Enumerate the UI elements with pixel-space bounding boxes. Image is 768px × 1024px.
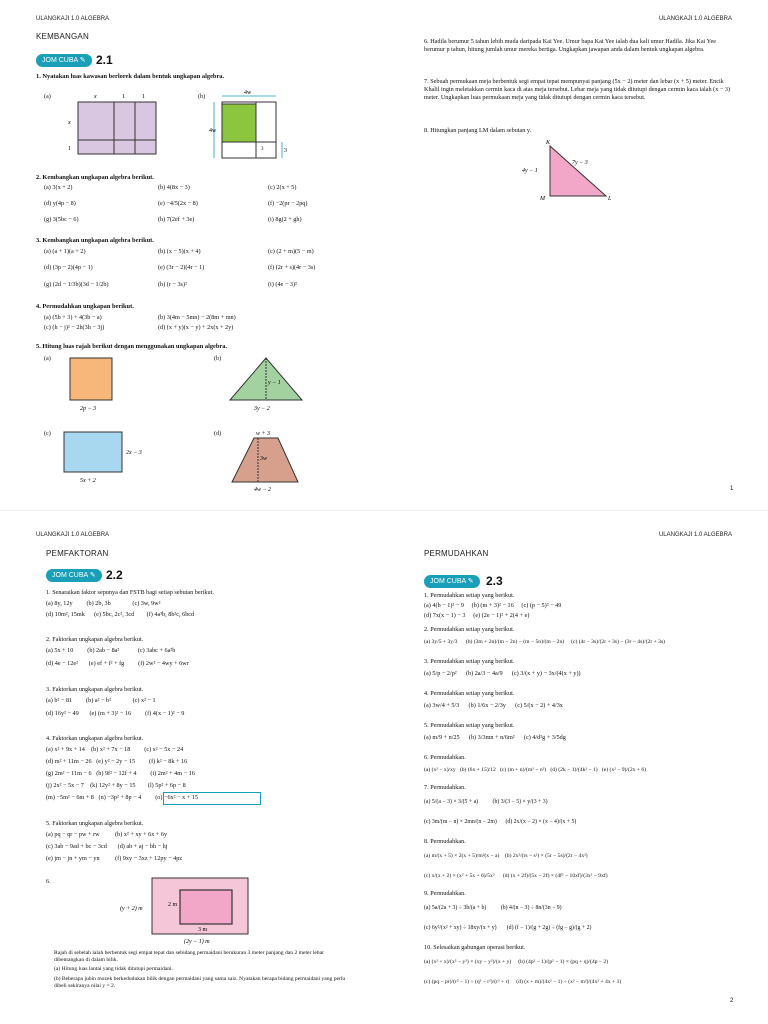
- permudahkan-q9: 9. Permudahkan.: [424, 890, 466, 897]
- permudahkan-q2: 2. Permudahkan setiap yang berikut.: [424, 626, 515, 633]
- permudahkan-q5: 5. Permudahkan setiap yang berikut.: [424, 722, 515, 729]
- pemfaktoran-q2: 2. Faktorkan ungkapan algebra berikut.: [46, 636, 144, 643]
- page2-header-left: ULANGKAJI 1.0 ALGEBRA: [36, 532, 110, 538]
- svg-text:1: 1: [68, 146, 71, 152]
- section-title: KEMBANGAN: [36, 32, 89, 41]
- q4-item: (d) (x + y)(x − y) + 2x(x + 2y): [158, 324, 234, 331]
- svg-text:K: K: [546, 140, 551, 146]
- permudahkan-line: (a) m/9 + n/25 (b) 3/3mn + n/6m² (c) 4/d²g + 3/5dg: [424, 734, 566, 741]
- permudahkan-q7: 7. Permudahkan.: [424, 784, 466, 791]
- permudahkan-line: (c) 6y²/(x² + xy) ÷ 18xy/(x + y) (d) (f − 1)/(g + 2g) ÷ (fg − g)/(g + 2): [424, 925, 592, 931]
- pemfaktoran-q6: 6.: [46, 878, 51, 885]
- permudahkan-line: (c) (pq − pr)/(r² − 1) ÷ (q² − r²)/(r² + r) (d) (x + m)/(4x² − 1) ÷ (x² − m²)/(4x² + 4x + 1): [424, 979, 622, 985]
- q5-label-d: (d): [214, 430, 222, 437]
- q1-label-b: (b): [198, 93, 206, 100]
- svg-text:2p − 3: 2p − 3: [80, 406, 97, 412]
- page-header-left: ULANGKAJI 1.0 ALGEBRA: [36, 16, 110, 22]
- permudahkan-q4: 4. Permudahkan setiap yang berikut.: [424, 690, 515, 697]
- q3-item: (f) (2r + s)(4r − 3s): [268, 264, 316, 271]
- permudahkan-line: (a) 5/p − 2/p² (b) 2a/3 − 4a/9 (c) 3/(x + y) − 3x/(4(x + y)): [424, 670, 581, 677]
- pemfaktoran-line: (d) 16y² − 49 (e) (m + 3)² − 16 (f) 4(x − 1)² − 9: [46, 710, 185, 717]
- svg-text:4y − 1: 4y − 1: [522, 168, 538, 174]
- q5-label-b: (b): [214, 355, 222, 362]
- q5a-square: [60, 354, 130, 414]
- q6-room-figure: [118, 876, 278, 946]
- q4-item: (c) (h − j)² − 2h(3h − 3j): [44, 324, 105, 331]
- svg-text:7y − 3: 7y − 3: [572, 160, 588, 166]
- permudahkan-line: (c) x/(x + 2) × (x² + 5x + 6)/5x² (d) (x + 2f)/(5x − 2f) × (4f² − 10xf)/(3x² − 9xf): [424, 873, 608, 879]
- svg-text:4w: 4w: [209, 128, 217, 134]
- jom-cuba-badge-right: JOM CUBA ✎: [424, 575, 480, 588]
- permudahkan-q1: 1. Permudahkan setiap yang berikut.: [424, 592, 515, 599]
- section-title-right: PERMUDAHKAN: [424, 549, 489, 558]
- svg-text:2 m: 2 m: [168, 902, 178, 908]
- svg-text:4w − 2: 4w − 2: [254, 487, 272, 493]
- pemfaktoran-line: (a) pq − qr − pw + rw (b) x² + xy + 6x + 6y: [46, 831, 168, 838]
- page-header-right: ULANGKAJI 1.0 ALGEBRA: [658, 16, 732, 22]
- q2-item: (d) y(4p − 8): [44, 200, 76, 207]
- q2-item: (f) −2(pr − 2pq): [268, 200, 308, 207]
- q2-item: (h) 7(2ef + 3e): [158, 216, 195, 223]
- permudahkan-line: (a) 5/(a − 3) × 3/(5 + a) (b) 3/(3 − 5) × y/(3 + 3): [424, 799, 548, 805]
- svg-text:x: x: [68, 120, 71, 126]
- svg-text:(y + 2) m: (y + 2) m: [120, 906, 143, 912]
- svg-text:4w: 4w: [244, 90, 252, 96]
- question-2: 2. Kembangkan ungkapan algebra berikut.: [36, 174, 154, 181]
- page2-header-right: ULANGKAJI 1.0 ALGEBRA: [658, 532, 732, 538]
- svg-text:3: 3: [261, 147, 264, 152]
- q1-rectangle-figure: [60, 90, 160, 160]
- q3-item: (b) (x − 5)(x + 4): [158, 248, 201, 255]
- permudahkan-q8: 8. Permudahkan.: [424, 838, 466, 845]
- q2-item: (g) 3(5bc − 6): [44, 216, 79, 223]
- q5c-rectangle: [56, 428, 156, 486]
- highlight-box: [163, 792, 261, 805]
- pemfaktoran-line: (a) x² + 9x + 14 (b) x² + 7x − 18 (c) x² − 5x − 24: [46, 746, 184, 753]
- q6-text: Rajah di sebelah ialah berbentuk segi empat tepat dan sebidang permaidani berukuran 3 meter panjang dan 2 meter lebar dibentangkan di dalam bilik.: [54, 950, 324, 963]
- q3-item: (g) (2d − 1/3b)(3d − 1/2b): [44, 281, 109, 288]
- pemfaktoran-line: (j) 2x² − 5x − 7 (k) 12y² + 8y − 15 (l) 5p² + 6p − 8: [46, 782, 186, 789]
- pemfaktoran-line: (m) −5m² − 6m + 8 (n) −3p² + 8p − 4 (o) −6x² − x + 15: [46, 794, 198, 801]
- pemfaktoran-q5: 5. Faktorkan ungkapan algebra berikut.: [46, 820, 144, 827]
- pemfaktoran-line: (d) 4e − 12e² (e) ef + f² + fg (f) 2w² − 4wy + 6wr: [46, 660, 189, 667]
- exercise-number: 2.1: [96, 53, 113, 67]
- pemfaktoran-line: (g) 2m² − 11m − 6 (h) 9f² − 12f + 4 (i) 2m² + 4m − 16: [46, 770, 195, 777]
- svg-text:3 m: 3 m: [198, 927, 208, 933]
- q5-label-a: (a): [44, 355, 51, 362]
- svg-text:5x + 2: 5x + 2: [80, 478, 96, 484]
- q1-square-figure: [210, 90, 290, 165]
- pemfaktoran-line: (e) jm − jn + ym − yn (f) 9xy − 3xz + 12py − 4pz: [46, 855, 183, 862]
- permudahkan-line: (a) 3y/5 + 3y/3 (b) (3m + 2n)/(m − 2n) − (m − 5n)/(m − 2n) (c) (4r − 3s)/(2r + 3s) − (3r − 4s)/(2r + 3s): [424, 639, 666, 645]
- q3-item: (d) (3p − 2)(4p − 1): [44, 264, 93, 271]
- q4-item: (a) (5b + 3) + 4(3b − a): [44, 314, 102, 321]
- pemfaktoran-q1: 1. Senaraikan faktor sepunya dan FSTB bagi setiap sebutan berikut.: [46, 589, 214, 596]
- svg-text:M: M: [540, 196, 545, 202]
- pemfaktoran-line: (c) 3ab − 9ad + bc − 3cd (d) ab + aj − bh − hj: [46, 843, 168, 850]
- pemfaktoran-line: (a) 5x + 10 (b) 2ab − 8a² (c) 3abc + 6a²b: [46, 647, 176, 654]
- q5b-triangle: [226, 354, 306, 416]
- q2-item: (a) 3(x + 2): [44, 184, 73, 191]
- q3-item: (h) (r − 3s)²: [158, 281, 187, 288]
- svg-text:2x − 3: 2x − 3: [126, 450, 142, 456]
- pemfaktoran-line: (a) 8y, 12y (b) 2b, 3b (c) 3w, 9w²: [46, 600, 161, 607]
- q2-item: (i) 8g(2 + gh): [268, 216, 302, 223]
- label-x-top: x: [94, 94, 97, 100]
- permudahkan-line: (a) (x² − x)/xy (b) (6x + 15)/12 (c) (m + n)/(m² − n²) (d) (2k − 1)/(4k² − 1) (e) (x² − 9)/(2x + 6): [424, 767, 647, 773]
- jom-cuba-badge: JOM CUBA ✎: [36, 54, 92, 67]
- q5d-trapezium: [226, 428, 316, 494]
- q4-item: (b) 3(4m − 5mn) − 2(8m + mn): [158, 314, 236, 321]
- permudahkan-line: (a) 3w/4 + 5/3 (b) 1/6x − 2/3y (c) 5/(x − 2) + 4/3x: [424, 702, 563, 709]
- pencil-icon: ✎: [467, 578, 474, 585]
- permudahkan-q10: 10. Selesaikan gabungan operasi berikut.: [424, 944, 526, 951]
- question-6: 6. Hadila berumur 5 tahun lebih muda daripada Kai Yee. Umur bapa Kai Yee ialah dua kali umur Hadila. Jika Kai Yee berumur p tahun, hitung jumlah umur mereka bertiga. Ungkapkan jawapan anda dalam bentuk ungkapan algebra.: [424, 38, 716, 53]
- pemfaktoran-line: (d) 10m², 15mk (e) 5bc, 2c², 3cd (f) 4a³b, 8b²c, 6bcd: [46, 611, 195, 618]
- section-title-left: PEMFAKTORAN: [46, 549, 109, 558]
- permudahkan-line: (a) (x² + x)/(x² − y²) × (xy − y²)/(x + y) (b) (4p² − 1)/(p² − 1) × (pq + q)/(4p − 2): [424, 959, 609, 965]
- svg-text:y − 1: y − 1: [268, 380, 281, 386]
- svg-text:3: 3: [284, 148, 287, 154]
- permudahkan-line: (a) 4(b − 1)² − 9 (b) (m + 3)² − 16 (c) (p − 5)² − 49: [424, 602, 562, 609]
- pencil-icon: ✎: [89, 572, 96, 579]
- svg-text:(2y − 1) m: (2y − 1) m: [184, 939, 210, 945]
- svg-text:w + 3: w + 3: [256, 431, 271, 437]
- question-5: 5. Hitung luas rajah berikut dengan menggunakan ungkapan algebra.: [36, 343, 228, 350]
- q5-label-c: (c): [44, 430, 51, 437]
- q8-triangle: [520, 136, 620, 208]
- pemfaktoran-line: (d) m² + 11m − 26 (e) y² − 2y − 15 (f) k² − 8k + 16: [46, 758, 188, 765]
- pencil-icon: ✎: [79, 57, 86, 64]
- question-4: 4. Permudahkan ungkapan berikut.: [36, 303, 134, 310]
- question-7: 7. Sebuah permukaan meja berbentuk segi empat tepat mempunyai panjang (5x − 2) meter dan lebar (x + 5) meter. Encik Khalil ingin meletakkan cermin kaca di atas meja tersebut. Lebar meja yang tidak ditutupi dengan cermin kaca ialah (x − 3) meter. Ungkapkan luas permukaan meja yang tidak ditutupi dengan cermin kaca tersebut.: [424, 78, 731, 101]
- q2-item: (b) 4(8x − 3): [158, 184, 190, 191]
- page-divider: [0, 510, 768, 511]
- permudahkan-q6: 6. Permudahkan.: [424, 754, 466, 761]
- question-1: 1. Nyatakan luas kawasan berlorek dalam bentuk ungkapan algebra.: [36, 73, 225, 80]
- pemfaktoran-q3: 3. Faktorkan ungkapan algebra berikut.: [46, 686, 144, 693]
- q2-item: (e) −4/5(2x − 8): [158, 200, 198, 207]
- svg-text:1: 1: [122, 94, 125, 100]
- q2-item: (c) 2(x + 5): [268, 184, 297, 191]
- q1-label-a: (a): [44, 93, 51, 100]
- q6a: (a) Hitung luas lantai yang tidak ditutupi permaidani.: [54, 966, 173, 972]
- svg-text:3y − 2: 3y − 2: [254, 406, 270, 412]
- exercise-number-right: 2.3: [486, 574, 503, 588]
- pemfaktoran-line: (a) b² − 81 (b) a² − b² (c) x² − 1: [46, 697, 156, 704]
- question-8: 8. Hitungkan panjang LM dalam sebutan y.: [424, 127, 532, 134]
- page-number-2: 2: [730, 998, 734, 1004]
- q3-item: (e) (3r − 2)(4r − 1): [158, 264, 205, 271]
- svg-text:L: L: [608, 196, 612, 202]
- jom-cuba-badge-left: JOM CUBA ✎: [46, 569, 102, 582]
- exercise-number-left: 2.2: [106, 568, 123, 582]
- page-number-1: 1: [730, 486, 734, 492]
- svg-text:1: 1: [142, 94, 145, 100]
- svg-text:3w: 3w: [260, 456, 268, 462]
- q6b: (b) Beberapa jubin mozek berkedudukan bilik dengan permaidani yang sama saiz. Nyatakan berapa bidang permaidani yang perlu dibeli sekiranya nilai y = 2.: [54, 976, 346, 989]
- permudahkan-q3: 3. Permudahkan setiap yang berikut.: [424, 658, 515, 665]
- question-3: 3. Kembangkan ungkapan algebra berikut.: [36, 237, 154, 244]
- q3-item: (i) (4e − 3)²: [268, 281, 297, 288]
- permudahkan-line: (d) 7x(x − 1) − 3 (e) (2e − 1)² + 2(4 + e): [424, 612, 530, 619]
- permudahkan-line: (a) 5a/(2a + 3) ÷ 3b/(a + b) (b) 4/(n − 3) ÷ 8n/(3n − 9): [424, 905, 562, 911]
- permudahkan-line: (c) 3m/(m − n) × 2mn/(n − 2m) (d) 2x/(x − 2) × (x − 4)/(x + 5): [424, 819, 577, 825]
- permudahkan-line: (a) m/(x + 5) × 2(x + 5)/m²(x − a) (b) 2x²/(rs − s²) × (5r − 5s)/(2r − 4x²): [424, 853, 588, 859]
- q3-item: (a) (a + 1)(a + 2): [44, 248, 86, 255]
- pemfaktoran-q4: 4. Faktorkan ungkapan algebra berikut.: [46, 735, 144, 742]
- q3-item: (c) (2 + m)(5 − m): [268, 248, 314, 255]
